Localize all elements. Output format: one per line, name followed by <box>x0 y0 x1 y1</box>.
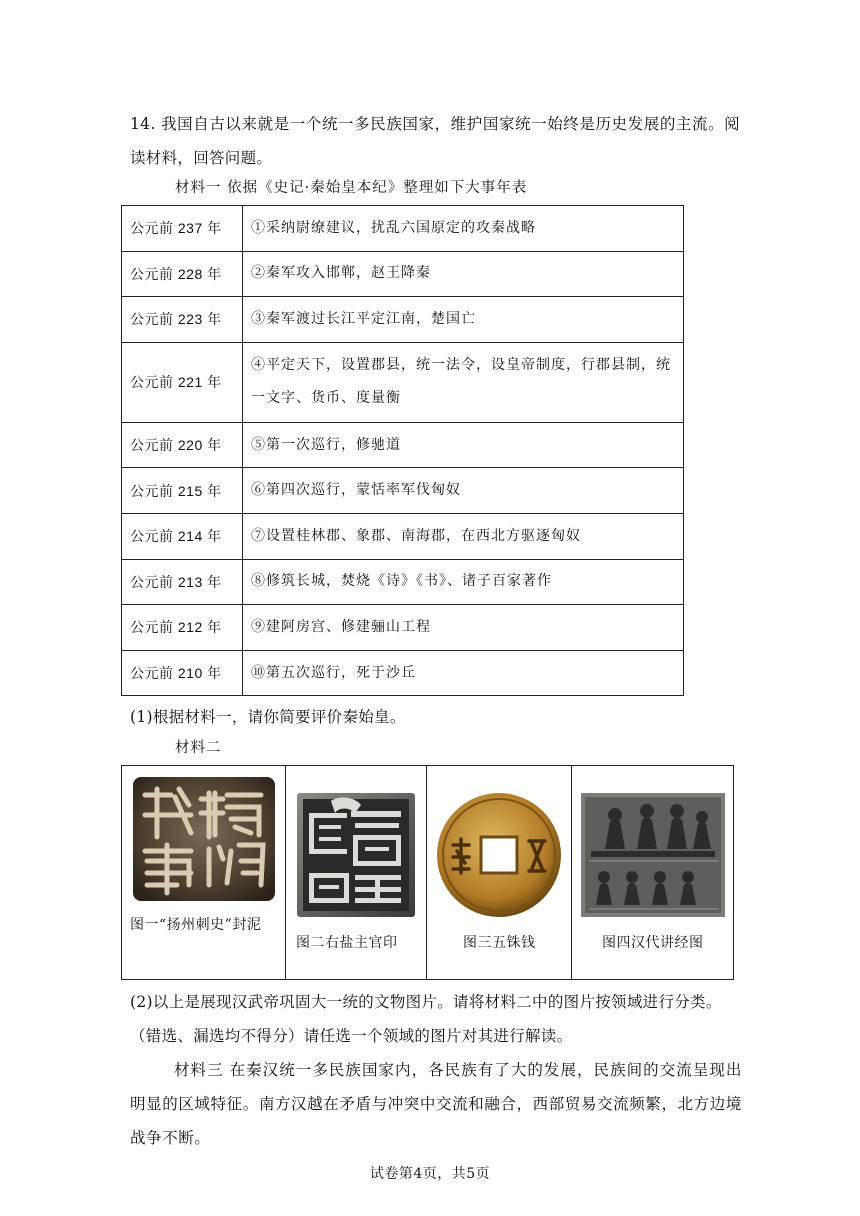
seal-clay-image <box>131 775 277 903</box>
table-row <box>122 468 684 514</box>
year-cell: 公元前 215 年 <box>122 468 243 514</box>
material2-title: 材料二 <box>175 740 222 756</box>
artifact-caption: 图一“扬州刺史”封泥 <box>130 917 262 933</box>
artifact-caption: 图二右盐主官印 <box>296 935 398 951</box>
year-cell: 公元前 210 年 <box>122 650 243 696</box>
table-row <box>122 650 684 696</box>
event-cell: ⑩第五次巡行，死于沙丘 <box>243 650 684 696</box>
table-row <box>122 513 684 559</box>
material1-title: 材料一 依据《史记·秦始皇本纪》整理如下大事年表 <box>175 180 528 196</box>
artifact-caption: 图三五铢钱 <box>463 935 536 951</box>
year-cell: 公元前 213 年 <box>122 559 243 605</box>
year-cell: 公元前 237 年 <box>122 206 243 252</box>
year-cell: 公元前 212 年 <box>122 605 243 651</box>
year-cell: 公元前 223 年 <box>122 297 243 343</box>
material3-text: 材料三 在秦汉统一多民族国家内，各民族有了大的发展，民族间的交流呈现出明显的区域特征。南方汉越在矛盾与冲突中交流和融合，西部贸易交流频繁，北方边境战争不断。 <box>130 1061 742 1147</box>
official-seal-image <box>295 791 417 919</box>
lecture-relief-image <box>579 791 727 919</box>
table-row <box>122 422 684 468</box>
artifact-cell <box>122 766 286 980</box>
chronology-table <box>121 205 684 696</box>
year-cell: 公元前 228 年 <box>122 251 243 297</box>
sub-question-1: (1)根据材料一，请你简要评价秦始皇。 <box>130 708 406 726</box>
event-cell: ⑤第一次巡行，修驰道 <box>243 422 684 468</box>
page-footer: 试卷第4页，共5页 <box>369 1166 491 1182</box>
event-cell: ④平定天下，设置郡县，统一法令，设皇帝制度，行郡县制，统一文字、货币、度量衡 <box>243 342 684 422</box>
sub-question-2: (2)以上是展现汉武帝巩固大一统的文物图片。请将材料二中的图片按领域进行分类。（错选、漏选均不得分）请任选一个领域的图片对其进行解读。 <box>130 993 722 1045</box>
artifact-cell <box>572 766 734 980</box>
table-row <box>122 342 684 422</box>
table-row <box>122 297 684 343</box>
table-row <box>122 605 684 651</box>
table-row <box>122 206 684 252</box>
event-cell: ②秦军攻入邯郸，赵王降秦 <box>243 251 684 297</box>
event-cell: ⑨建阿房宫、修建骊山工程 <box>243 605 684 651</box>
year-cell: 公元前 220 年 <box>122 422 243 468</box>
artifact-caption: 图四汉代讲经图 <box>602 935 704 951</box>
event-cell: ⑦设置桂林郡、象郡、南海郡，在西北方驱逐匈奴 <box>243 513 684 559</box>
table-row <box>122 251 684 297</box>
artifact-cell <box>427 766 572 980</box>
event-cell: ③秦军渡过长江平定江南，楚国亡 <box>243 297 684 343</box>
artifact-table <box>121 765 734 980</box>
question-stem: 14. 我国自古以来就是一个统一多民族国家，维护国家统一始终是历史发展的主流。阅读材料，回答问题。 <box>130 115 740 167</box>
event-cell: ⑧修筑长城，焚烧《诗》《书》、诸子百家著作 <box>243 559 684 605</box>
wuzhu-coin-image <box>435 791 563 919</box>
year-cell: 公元前 214 年 <box>122 513 243 559</box>
event-cell: ①采纳尉缭建议，扰乱六国原定的攻秦战略 <box>243 206 684 252</box>
event-cell: ⑥第四次巡行，蒙恬率军伐匈奴 <box>243 468 684 514</box>
year-cell: 公元前 221 年 <box>122 342 243 422</box>
table-row <box>122 559 684 605</box>
artifact-cell <box>286 766 427 980</box>
